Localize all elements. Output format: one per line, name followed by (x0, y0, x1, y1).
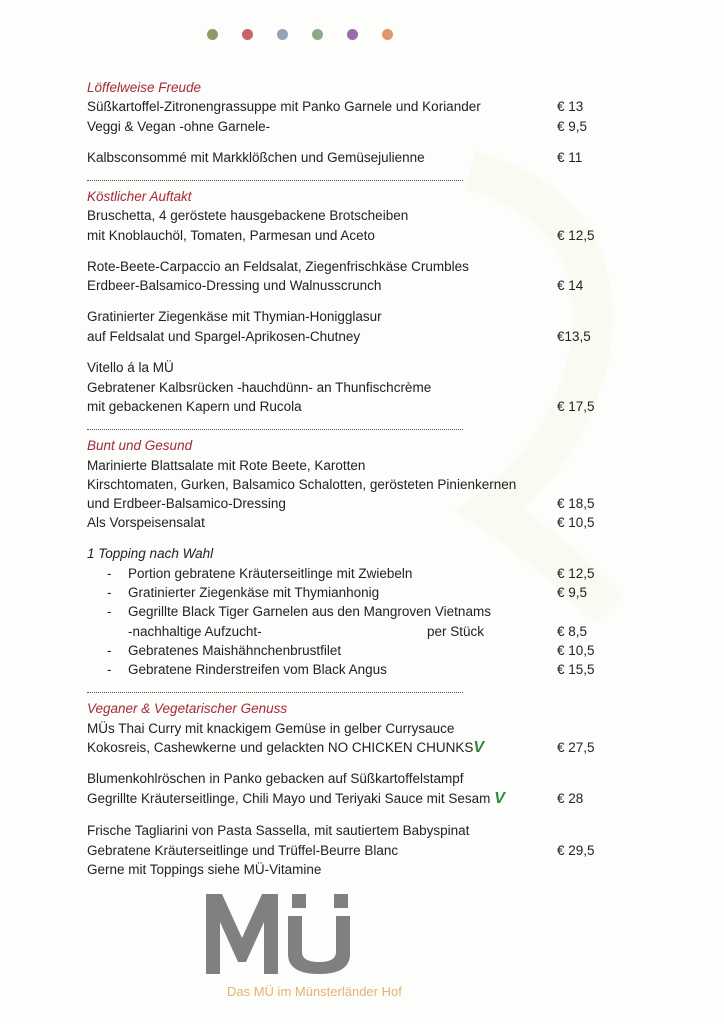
menu-price-veggi: € 9,5 (557, 119, 588, 134)
menu-price-carpaccio: € 14 (557, 278, 584, 293)
topping-price-ziegenkaese: € 9,5 (557, 585, 588, 600)
menu-price-vorspeisensalat: € 10,5 (557, 515, 595, 530)
menu-item-carpaccio-desc: Erdbeer-Balsamico-Dressing und Walnusscrunch (87, 278, 382, 293)
dot-4 (312, 29, 323, 40)
dot-2 (242, 29, 253, 40)
menu-item-vorspeisensalat: Als Vorspeisensalat (87, 515, 205, 530)
menu-price-blumenkohl: € 28 (557, 791, 584, 806)
topping-item-maishaehnchen: Gebratenes Maishähnchenbrustfilet (128, 643, 342, 658)
vegan-leaf-icon: V (473, 739, 485, 756)
menu-item-curry-desc (87, 739, 484, 756)
section-heading-loeffelweise: Löffelweise Freude (87, 80, 202, 95)
topping-item-seitlinge: Portion gebratene Kräuterseitlinge mit Zwiebeln (128, 566, 413, 581)
topping-item-ziegenkaese: Gratinierter Ziegenkäse mit Thymianhonig (128, 585, 380, 600)
topping-price-maishaehnchen: € 10,5 (557, 643, 595, 658)
dot-3 (277, 29, 288, 40)
dot-5 (347, 29, 358, 40)
dot-6 (382, 29, 393, 40)
topping-item-garnelen: Gegrillte Black Tiger Garnelen aus den Mangroven Vietnams (128, 604, 491, 619)
decorative-dots (207, 29, 393, 40)
section-heading-vegan: Veganer & Vegetarischer Genuss (87, 701, 288, 716)
dotted-separator (87, 429, 463, 430)
menu-item-salat-desc2: und Erdbeer-Balsamico-Dressing (87, 496, 286, 511)
menu-item-bruschetta: Bruschetta, 4 geröstete hausgebackene Brotscheiben (87, 208, 409, 223)
menu-price-soup: € 13 (557, 99, 584, 114)
menu-price-ziegenkaese: €13,5 (557, 329, 591, 344)
topping-per-stueck: per Stück (427, 624, 485, 639)
menu-item-ziegenkaese: Gratinierter Ziegenkäse mit Thymian-Honigglasur (87, 309, 382, 324)
menu-price-consomme: € 11 (557, 150, 583, 165)
menu-item-carpaccio: Rote-Beete-Carpaccio an Feldsalat, Ziegenfrischkäse Crumbles (87, 259, 469, 274)
section-heading-auftakt: Köstlicher Auftakt (87, 189, 192, 204)
menu-item-curry: MÜs Thai Curry mit knackigem Gemüse in gelber Currysauce (87, 721, 455, 736)
dot-1 (207, 29, 218, 40)
menu-item-salat-desc1: Kirschtomaten, Gurken, Balsamico Schalotten, gerösteten Pinienkernen (87, 477, 517, 492)
menu-price-salat: € 18,5 (557, 496, 595, 511)
bullet-dash: - (107, 604, 112, 619)
menu-item-tagliarini-desc: Gebratene Kräuterseitlinge und Trüffel-Beurre Blanc (87, 843, 399, 858)
bullet-dash: - (107, 662, 112, 677)
menu-item-bruschetta-desc: mit Knoblauchöl, Tomaten, Parmesan und Aceto (87, 228, 375, 243)
menu-item-consomme: Kalbsconsommé mit Markklößchen und Gemüsejulienne (87, 150, 425, 165)
topping-price-seitlinge: € 12,5 (557, 566, 595, 581)
menu-item-ziegenkaese-desc: auf Feldsalat und Spargel-Aprikosen-Chutney (87, 329, 361, 344)
section-heading-bunt: Bunt und Gesund (87, 438, 193, 453)
topping-price-rinderstreifen: € 15,5 (557, 662, 595, 677)
dotted-separator (87, 692, 463, 693)
topping-title: 1 Topping nach Wahl (87, 546, 214, 561)
menu-item-blumenkohl-desc-text: Gegrillte Kräuterseitlinge, Chili Mayo und Teriyaki Sauce mit Sesam (87, 791, 491, 806)
menu-price-tagliarini: € 29,5 (557, 843, 595, 858)
vegan-leaf-icon: V (494, 790, 505, 807)
menu-item-veggi: Veggi & Vegan -ohne Garnele- (87, 119, 271, 134)
menu-item-salat: Marinierte Blattsalate mit Rote Beete, Karotten (87, 458, 366, 473)
topping-item-rinderstreifen: Gebratene Rinderstreifen vom Black Angus (128, 662, 387, 677)
topping-price-garnelen: € 8,5 (557, 624, 588, 639)
bullet-dash: - (107, 585, 112, 600)
menu-item-curry-desc-text: Kokosreis, Cashewkerne und gelackten NO CHICKEN CHUNKS (87, 740, 474, 755)
menu-item-tagliarini: Frische Tagliarini von Pasta Sassella, mit sautiertem Babyspinat (87, 823, 470, 838)
menu-price-curry: € 27,5 (557, 740, 595, 755)
menu-item-vitello-desc1: Gebratener Kalbsrücken -hauchdünn- an Thunfischcrème (87, 380, 432, 395)
bullet-dash: - (107, 643, 112, 658)
menu-item-vitello-desc2: mit gebackenen Kapern und Rucola (87, 399, 302, 414)
dotted-separator (87, 180, 463, 181)
menu-item-tagliarini-note: Gerne mit Toppings siehe MÜ-Vitamine (87, 862, 322, 877)
bullet-dash: - (107, 566, 112, 581)
menu-item-vitello: Vitello á la MÜ (87, 360, 174, 375)
mue-logo (206, 890, 352, 974)
menu-price-bruschetta: € 12,5 (557, 228, 595, 243)
menu-item-blumenkohl-desc (87, 790, 505, 807)
topping-item-garnelen-note: -nachhaltige Aufzucht- (128, 624, 262, 639)
menu-item-blumenkohl: Blumenkohlröschen in Panko gebacken auf Süßkartoffelstampf (87, 771, 464, 786)
logo-tagline: Das MÜ im Münsterländer Hof (227, 984, 402, 999)
menu-item-soup: Süßkartoffel-Zitronengrassuppe mit Panko Garnele und Koriander (87, 99, 481, 114)
menu-price-vitello: € 17,5 (557, 399, 595, 414)
background-watermark (430, 150, 630, 630)
